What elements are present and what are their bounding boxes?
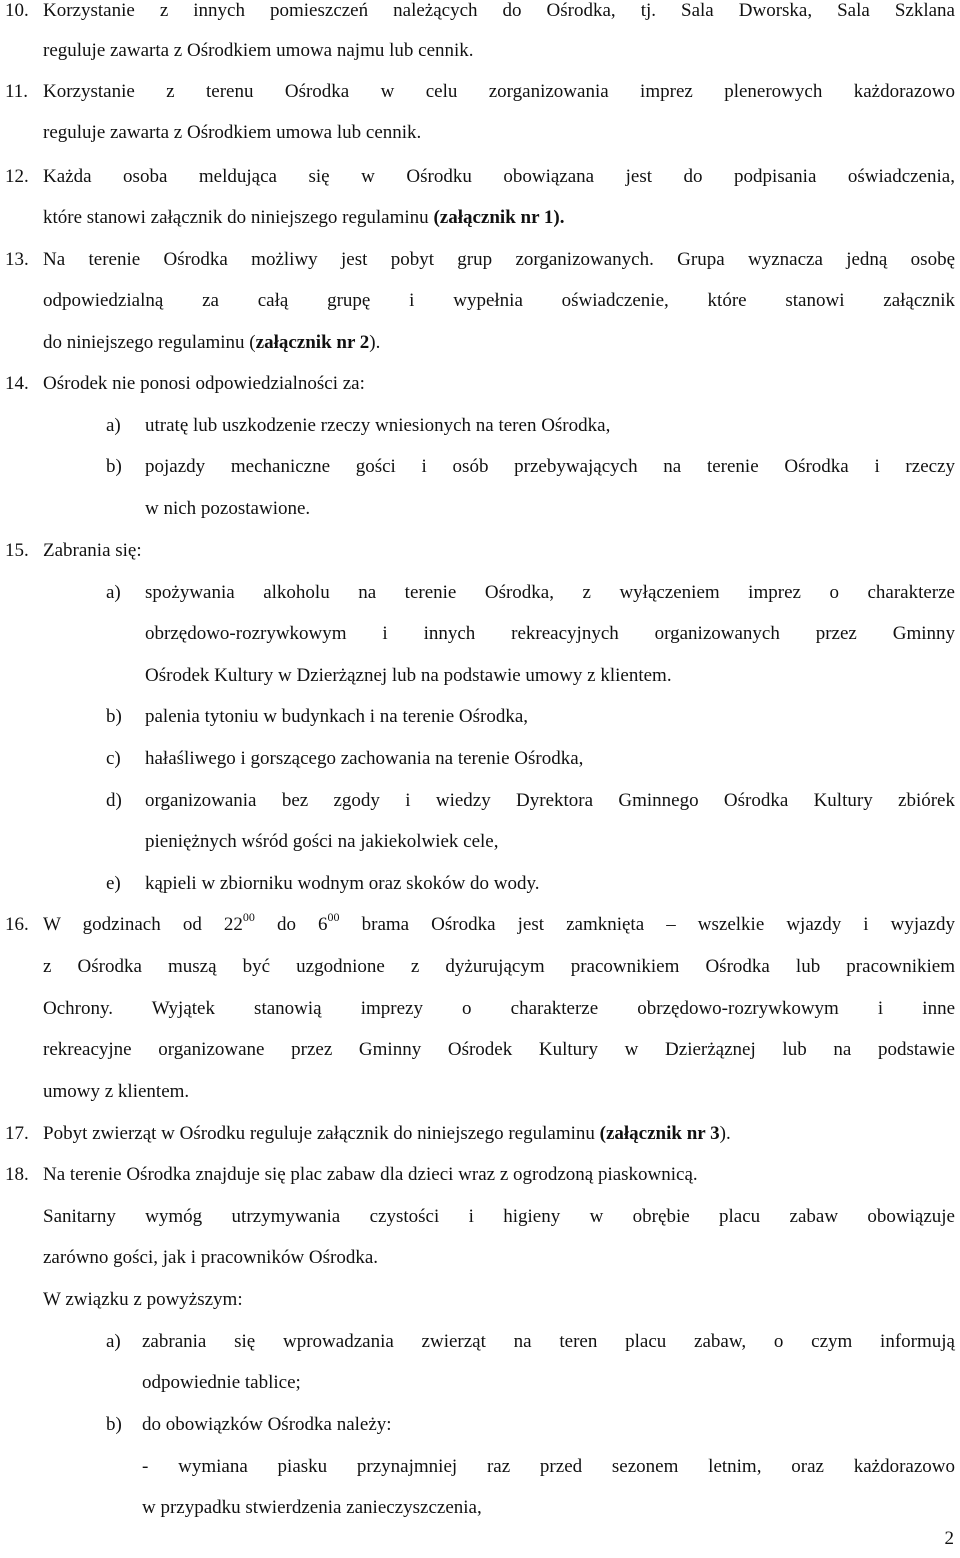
sub-label: b) <box>106 456 122 477</box>
item-number: 15. <box>5 540 29 561</box>
item-number: 18. <box>5 1164 29 1185</box>
item-13-line-2: odpowiedzialną za całą grupę i wypełnia oświadczenie, które stanowi załącznik <box>43 290 955 311</box>
superscript: 00 <box>242 909 255 924</box>
item-16-line-1 <box>43 909 955 936</box>
item-16-line-5: umowy z klientem. <box>43 1081 190 1102</box>
sub-item-line: spożywania alkoholu na terenie Ośrodka, z wyłączeniem imprez o charakterze <box>145 582 955 603</box>
item-number: 12. <box>5 166 29 187</box>
text-run: ). <box>719 1123 731 1144</box>
item-number: 17. <box>5 1123 29 1144</box>
sub-label: a) <box>106 582 121 603</box>
sub-item-line: obrzędowo-rozrywkowym i innych rekreacyjnych organizowanych przez Gminny <box>145 623 955 644</box>
sub-label: b) <box>106 706 122 727</box>
sub-item-line: do obowiązków Ośrodka należy: <box>142 1414 392 1435</box>
dash-item-line: w przypadku stwierdzenia zanieczyszczenia, <box>142 1497 482 1518</box>
item-18-line-3: zarówno gości, jak i pracowników Ośrodka. <box>43 1247 379 1268</box>
sub-item-line: kąpieli w zbiorniku wodnym oraz skoków do wody. <box>145 873 540 894</box>
item-18-line-2: Sanitarny wymóg utrzymywania czystości i higieny w obrębie placu zabaw obowiązuje <box>43 1206 955 1227</box>
text-run: brama Ośrodka jest zamknięta – wszelkie wjazdy i wyjazdy <box>339 914 955 935</box>
attachment-ref: (załącznik nr 1). <box>433 207 565 228</box>
sub-item-line: utratę lub uszkodzenie rzeczy wniesionych na teren Ośrodka, <box>145 415 611 436</box>
sub-item-line: pojazdy mechaniczne gości i osób przebywających na terenie Ośrodka i rzeczy <box>145 456 955 477</box>
page-number: 2 <box>944 1528 954 1549</box>
item-number: 16. <box>5 914 29 935</box>
text-run: do 6 <box>254 914 328 935</box>
item-10-line-1: Korzystanie z innych pomieszczeń należących do Ośrodka, tj. Sala Dworska, Sala Szklana <box>43 0 955 21</box>
sub-item-line: palenia tytoniu w budynkach i na terenie Ośrodka, <box>145 706 529 727</box>
item-number: 11. <box>5 81 29 102</box>
dash-item-line: - wymiana piasku przynajmniej raz przed sezonem letnim, oraz każdorazowo <box>142 1456 955 1477</box>
item-10-line-2: reguluje zawarta z Ośrodkiem umowa najmu lub cennik. <box>43 40 474 61</box>
attachment-ref: (załącznik nr 3 <box>599 1123 720 1144</box>
sub-item-line: w nich pozostawione. <box>145 498 311 519</box>
sub-item-line: pieniężnych wśród gości na jakiekolwiek cele, <box>145 831 499 852</box>
sub-label: e) <box>106 873 121 894</box>
text-run: które stanowi załącznik do niniejszego regulaminu <box>43 207 434 228</box>
item-16-line-3: Ochrony. Wyjątek stanowią imprezy o charakterze obrzędowo-rozrywkowym i inne <box>43 998 955 1019</box>
item-16-line-2: z Ośrodka muszą być uzgodnione z dyżurującym pracownikiem Ośrodka lub pracownikiem <box>43 956 955 977</box>
sub-label: b) <box>106 1414 122 1435</box>
item-17-line-1 <box>43 1123 731 1145</box>
item-11-line-1: Korzystanie z terenu Ośrodka w celu zorganizowania imprez plenerowych każdorazowo <box>43 81 955 102</box>
item-12-line-1: Każda osoba meldująca się w Ośrodku obowiązana jest do podpisania oświadczenia, <box>43 166 955 187</box>
item-number: 13. <box>5 249 29 270</box>
text-run: do niniejszego regulaminu ( <box>43 332 256 353</box>
text-run: ). <box>369 332 381 353</box>
item-14-intro: Ośrodek nie ponosi odpowiedzialności za: <box>43 373 365 394</box>
attachment-ref: załącznik nr 2 <box>255 332 370 353</box>
item-18-line-4: W związku z powyższym: <box>43 1289 243 1310</box>
sub-item-line: zabrania się wprowadzania zwierząt na teren placu zabaw, o czym informują <box>142 1331 955 1352</box>
sub-item-line: odpowiednie tablice; <box>142 1372 301 1393</box>
item-11-line-2: reguluje zawarta z Ośrodkiem umowa lub cennik. <box>43 122 422 143</box>
sub-label: a) <box>106 415 121 436</box>
item-18-line-1: Na terenie Ośrodka znajduje się plac zabaw dla dzieci wraz z ogrodzoną piaskownicą. <box>43 1164 698 1185</box>
text-run: W godzinach od 22 <box>43 914 243 935</box>
text-run: Pobyt zwierząt w Ośrodku reguluje załącznik do niniejszego regulaminu <box>43 1123 600 1144</box>
superscript: 00 <box>327 909 340 924</box>
item-number: 14. <box>5 373 29 394</box>
item-13-line-1: Na terenie Ośrodka możliwy jest pobyt grup zorganizowanych. Grupa wyznacza jedną osobę <box>43 249 955 270</box>
sub-label: c) <box>106 748 121 769</box>
sub-item-line: hałaśliwego i gorszącego zachowania na terenie Ośrodka, <box>145 748 584 769</box>
item-16-line-4: rekreacyjne organizowane przez Gminny Ośrodek Kultury w Dzierżąznej lub na podstawie <box>43 1039 955 1060</box>
sub-label: a) <box>106 1331 121 1352</box>
sub-label: d) <box>106 790 122 811</box>
sub-item-line: Ośrodek Kultury w Dzierżąznej lub na podstawie umowy z klientem. <box>145 665 672 686</box>
item-12-line-2 <box>43 207 565 229</box>
item-number: 10. <box>5 0 29 21</box>
item-13-line-3 <box>43 332 380 354</box>
item-15-intro: Zabrania się: <box>43 540 142 561</box>
sub-item-line: organizowania bez zgody i wiedzy Dyrektora Gminnego Ośrodka Kultury zbiórek <box>145 790 955 811</box>
